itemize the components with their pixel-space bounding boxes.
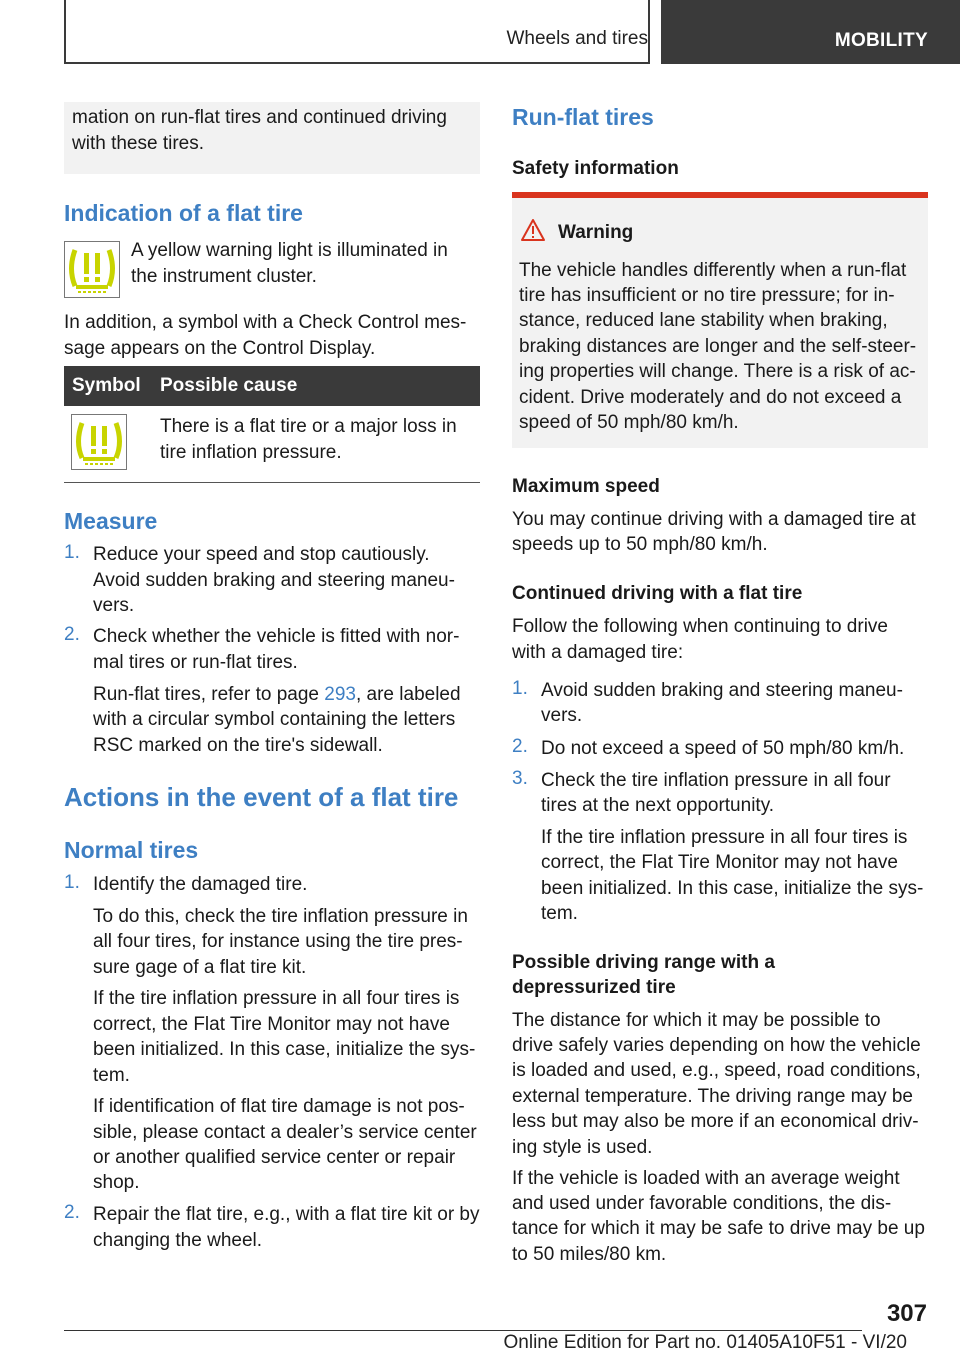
measure-sub-line-3: RSC marked on the tire's sidewall. [93,735,383,756]
normal-para2-4: tem. [93,1065,130,1086]
continued-3-line-2: tires at the next opportunity. [541,795,775,816]
continued-1-line-1: Avoid sudden braking and steering maneu- [541,680,903,701]
normal-2-line-2: changing the wheel. [93,1230,263,1251]
normal-num-1: 1. [64,872,80,893]
light-text-1: A yellow warning light is illuminated in [131,240,448,261]
range-heading-1: Possible driving range with a [512,952,775,973]
normal-1-line: Identify the damaged tire. [93,874,308,895]
warning-line-1: The vehicle handles differently when a run-flat [519,260,907,281]
normal-para2-3: been initialized. In this case, initialize the sys- [93,1039,476,1060]
flat-tire-symbol-icon [71,414,127,470]
max-speed-heading: Maximum speed [512,476,660,497]
continued-heading: Continued driving with a flat tire [512,583,803,604]
table-cause-line-2: tire inflation pressure. [160,442,342,463]
note-line-1: mation on run-flat tires and continued driving [72,107,447,128]
continued-sub-3: been initialized. In this case, initialize the sys- [541,878,924,899]
chapter-label: MOBILITY [834,30,928,51]
normal-para3-4: shop. [93,1172,140,1193]
warning-label: Warning [558,222,634,243]
continued-num-1: 1. [512,678,528,699]
run-flat-heading: Run-flat tires [512,104,654,130]
warning-triangle-icon [520,218,546,247]
warning-line-3: stance, reduced lane stability when braking, [519,310,888,331]
table-header-cause: Possible cause [160,375,298,396]
normal-para1-3: sure gage of a flat tire kit. [93,957,307,978]
range-para2-2: and used under favorable conditions, the dis- [512,1193,892,1214]
warning-line-2: tire has insufficient or no tire pressure; for in- [519,285,895,306]
normal-para3-2: sible, please contact a dealer’s service center [93,1122,477,1143]
actions-heading: Actions in the event of a flat tire [64,782,459,812]
warning-line-4: braking distances are longer and the self-steer- [519,336,917,357]
continued-intro-2: with a damaged tire: [512,642,684,663]
range-para1-3: is loaded and used, e.g., speed, road conditions, [512,1060,921,1081]
normal-para1-2: all four tires, for instance using the tire pres- [93,931,463,952]
warning-line-5: ing properties will change. There is a risk of ac- [519,361,916,382]
table-cause-line-1: There is a flat tire or a major loss in [160,416,457,437]
range-para1-2: drive safely varies depending on how the vehicle [512,1035,921,1056]
normal-para2-1: If the tire inflation pressure in all four tires is [93,988,460,1009]
normal-para3-3: or another qualified service center or repair [93,1147,456,1168]
measure-2-line-2: mal tires or run-flat tires. [93,652,298,673]
measure-1-line-1: Reduce your speed and stop cautiously. [93,544,430,565]
measure-heading: Measure [64,508,158,534]
range-para2-3: tance for which it may be safe to drive may be up [512,1218,925,1239]
continued-2-line-1: Do not exceed a speed of 50 mph/80 km/h. [541,738,905,759]
measure-num-2: 2. [64,624,80,645]
range-heading-2: depressurized tire [512,977,676,998]
warning-line-7: speed of 50 mph/80 km/h. [519,412,739,433]
range-para1-4: external temperature. The driving range may be [512,1086,913,1107]
header-chapter-tab [661,0,960,64]
range-para2-1: If the vehicle is loaded with an average weight [512,1168,900,1189]
measure-1-line-2: Avoid sudden braking and steering maneu- [93,570,455,591]
header-rule-bottom [64,62,650,64]
table-header [64,366,480,406]
footer-edition: Online Edition for Part no. 01405A10F51 - VI/20 [503,1332,907,1353]
header-rule-mid [648,0,650,64]
footer-rule [64,1330,862,1331]
addition-text-1: In addition, a symbol with a Check Control mes- [64,312,467,333]
safety-info-heading: Safety information [512,158,679,179]
continued-num-2: 2. [512,736,528,757]
measure-sub-line-1: Run-flat tires, refer to page 293, are labeled [93,684,461,705]
normal-tires-heading: Normal tires [64,837,199,863]
normal-para3-1: If identification of flat tire damage is not pos- [93,1096,465,1117]
range-para1-5: less but may also be more if an economical driv- [512,1111,919,1132]
light-text-2: the instrument cluster. [131,266,317,287]
table-bottom-rule [64,482,480,483]
normal-2-line-1: Repair the flat tire, e.g., with a flat tire kit or by [93,1204,480,1225]
normal-para2-2: correct, the Flat Tire Monitor may not have [93,1014,450,1035]
measure-2-line-1: Check whether the vehicle is fitted with nor- [93,626,460,647]
continued-1-line-2: vers. [541,705,583,726]
addition-text-2: sage appears on the Control Display. [64,338,376,359]
warning-line-6: cident. Drive moderately and do not exceed a [519,387,902,408]
max-speed-line-1: You may continue driving with a damaged tire at [512,509,916,530]
range-para2-4: to 50 miles/80 km. [512,1244,667,1265]
page-293-link[interactable]: 293 [324,684,356,705]
page-number: 307 [886,1300,927,1327]
measure-1-line-3: vers. [93,595,135,616]
flat-tire-warning-icon [64,241,120,298]
normal-num-2: 2. [64,1202,80,1223]
range-para1-1: The distance for which it may be possible to [512,1010,881,1031]
continued-intro-1: Follow the following when continuing to drive [512,616,888,637]
header-rule-left [64,0,66,64]
continued-3-line-1: Check the tire inflation pressure in all four [541,770,891,791]
header-section-title: Wheels and tires [506,28,648,49]
measure-num-1: 1. [64,542,80,563]
note-line-2: with these tires. [72,133,204,154]
max-speed-line-2: speeds up to 50 mph/80 km/h. [512,534,768,555]
measure-sub-line-2: with a circular symbol containing the letters [93,709,456,730]
table-header-symbol: Symbol [72,375,141,396]
continued-sub-1: If the tire inflation pressure in all four tires is [541,827,908,848]
continued-sub-4: tem. [541,903,578,924]
continued-note-box [64,102,480,174]
range-para1-6: ing style is used. [512,1137,653,1158]
warning-box [512,192,928,448]
indication-heading: Indication of a flat tire [64,200,303,226]
continued-sub-2: correct, the Flat Tire Monitor may not have [541,852,898,873]
normal-para1-1: To do this, check the tire inflation pressure in [93,906,468,927]
continued-num-3: 3. [512,768,528,789]
